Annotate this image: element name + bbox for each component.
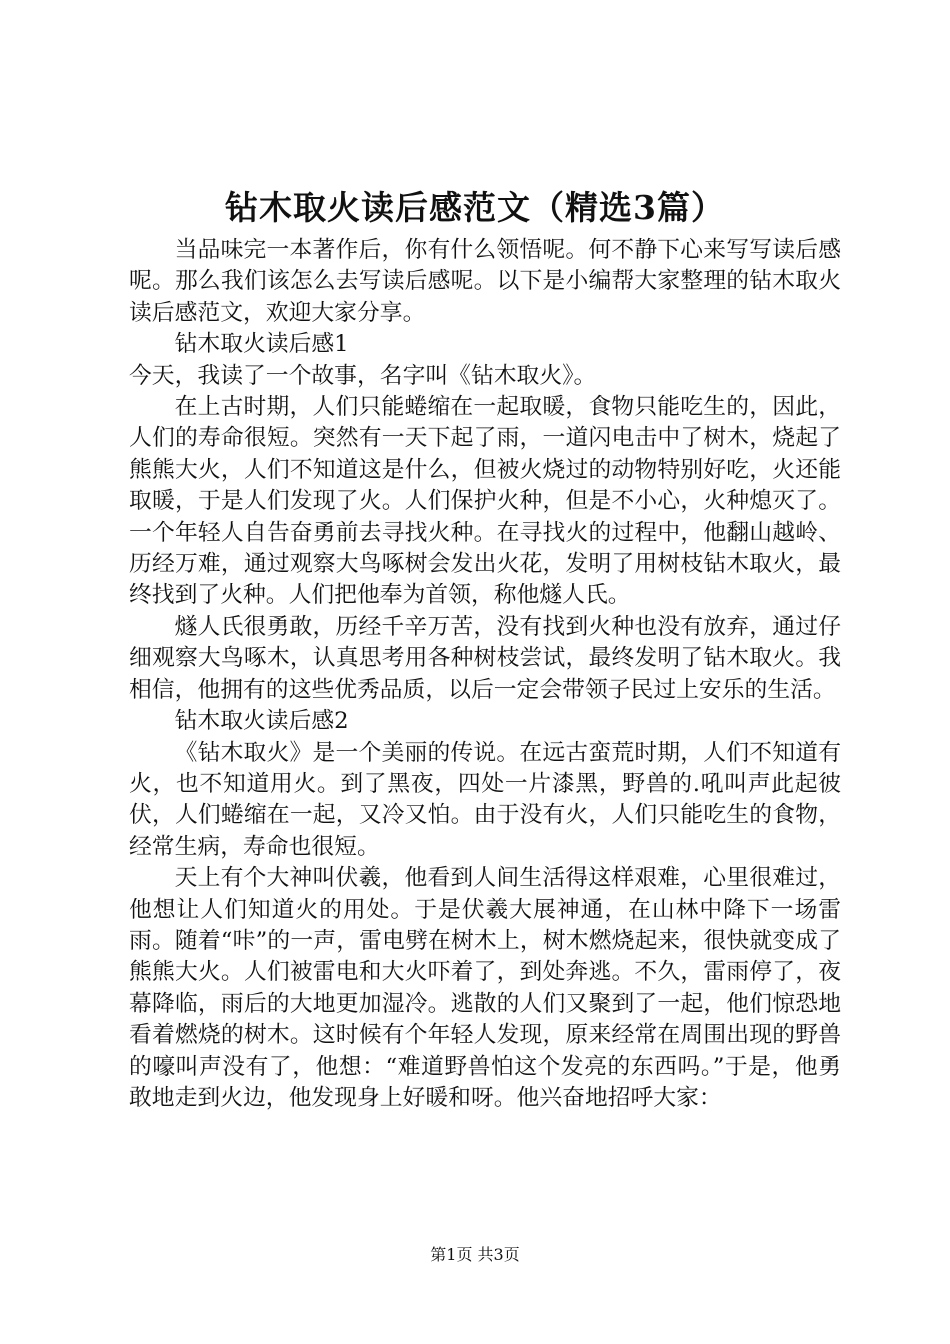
body-paragraph: 今天，我读了一个故事，名字叫《钻木取火》。 [129, 362, 597, 389]
intro-paragraph: 当品味完一本著作后，你有什么领悟呢。何不静下心来写写读后感呢。那么我们该怎么去写读后感呢。以下是小编帮大家整理的钻木取火读后感范文，欢迎大家分享。 [129, 237, 841, 326]
body-paragraph: 天上有个大神叫伏羲，他看到人间生活得这样艰难，心里很难过，他想让人们知道火的用处。于是伏羲大展神通，在山林中降下一场雷雨。随着“咔”的一声，雷电劈在树木上，树木燃烧起来，很快就变成了熊熊大火。人们被雷电和大火吓着了，到处奔逃。不久，雷雨停了，夜幕降临，雨后的大地更加湿冷。逃散的人们又聚到了一起，他们惊恐地看着燃烧的树木。这时候有个年轻人发现，原来经常在周围出现的野兽的嚎叫声没有了，他想：“难道野兽怕这个发亮的东西吗。”于是，他勇敢地走到火边，他发现身上好暖和呀。他兴奋地招呼大家： [129, 865, 841, 1111]
body-paragraph: 燧人氏很勇敢，历经千辛万苦，没有找到火种也没有放弃，通过仔细观察大鸟啄木，认真思考用各种树枝尝试，最终发明了钻木取火。我相信，他拥有的这些优秀品质，以后一定会带领子民过上安乐的生活。 [129, 613, 841, 703]
section-heading-2: 钻木取火读后感2 [174, 708, 349, 735]
document-body [129, 235, 841, 1114]
body-paragraph: 在上古时期，人们只能蜷缩在一起取暖，食物只能吃生的，因此，人们的寿命很短。突然有一天下起了雨，一道闪电击中了树木，烧起了熊熊大火，人们不知道这是什么，但被火烧过的动物特别好吃，火还能取暖，于是人们发现了火。人们保护火种，但是不小心，火种熄灭了。一个年轻人自告奋勇前去寻找火种。在寻找火的过程中，他翻山越岭、历经万难，通过观察大鸟啄树会发出火花，发明了用树枝钻木取火，最终找到了火种。人们把他奉为首领，称他燧人氏。 [129, 394, 841, 609]
document-title: 钻木取火读后感范文（精选3篇） [225, 188, 725, 227]
page-footer: 第1页 共3页 [430, 1245, 520, 1264]
section-heading-1: 钻木取火读后感1 [174, 331, 349, 358]
body-paragraph: 《钻木取火》是一个美丽的传说。在远古蛮荒时期，人们不知道有火，也不知道用火。到了黑夜，四处一片漆黑，野兽的.吼叫声此起彼伏，人们蜷缩在一起，又冷又怕。由于没有火，人们只能吃生的食物，经常生病，寿命也很短。 [129, 739, 841, 860]
